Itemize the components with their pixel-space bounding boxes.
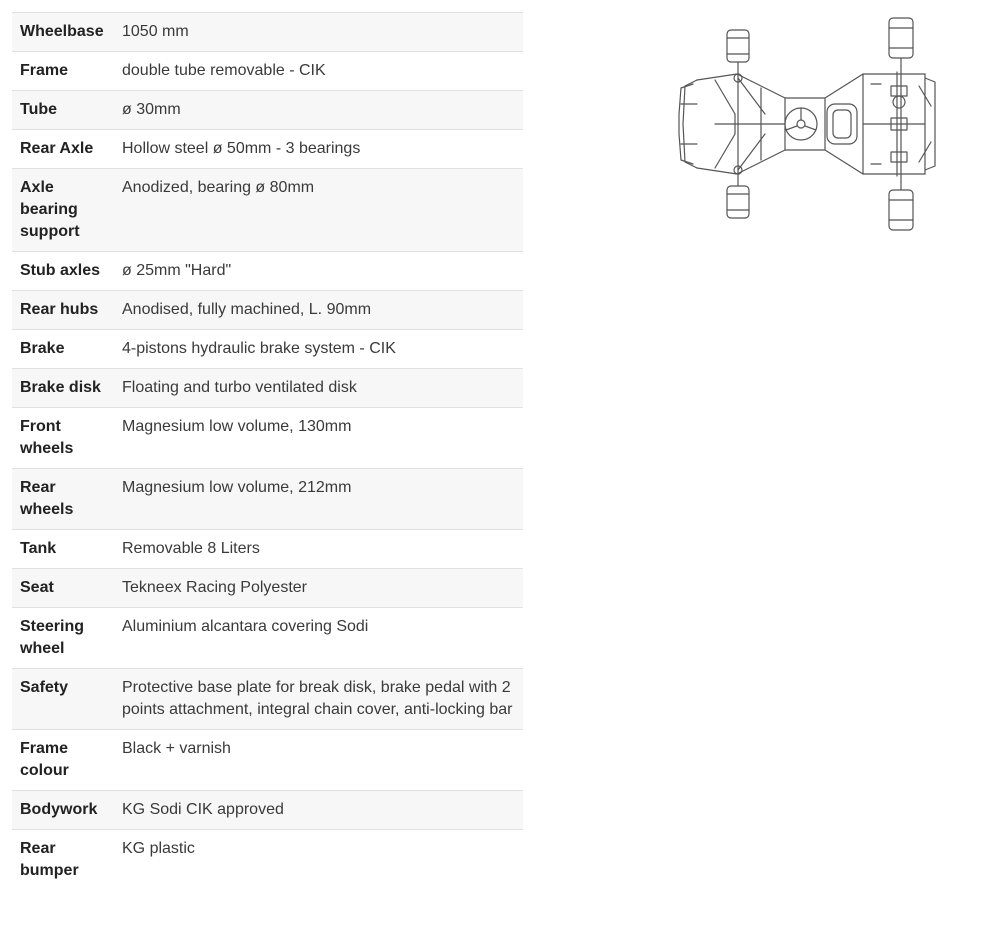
spec-value: ø 25mm "Hard" — [122, 262, 232, 279]
specifications-body — [12, 13, 523, 891]
spec-row-axle-bearing-support — [12, 169, 523, 252]
seat — [827, 104, 857, 144]
spec-row-safety — [12, 669, 523, 730]
spec-value: 1050 mm — [122, 23, 189, 40]
spec-label: Axle bearing support — [20, 179, 80, 240]
spec-row-brake-disk — [12, 369, 523, 408]
spec-value: Anodised, fully machined, L. 90mm — [122, 301, 372, 318]
spec-label: Front wheels — [20, 418, 74, 457]
spec-row-brake — [12, 330, 523, 369]
spec-label: Rear wheels — [20, 479, 74, 518]
spec-value: ø 30mm — [122, 101, 181, 118]
spec-label: Brake disk — [20, 379, 101, 396]
spec-label: Rear hubs — [20, 301, 99, 318]
spec-value: Protective base plate for break disk, brake pedal with 2 points attachment, integral chain cover, anti-locking bar — [122, 679, 513, 718]
spec-label: Tube — [20, 101, 58, 118]
spec-label: Rear bumper — [20, 840, 79, 879]
spec-label: Tank — [20, 540, 57, 557]
spec-row-seat — [12, 569, 523, 608]
spec-row-stub-axles — [12, 252, 523, 291]
spec-value: KG plastic — [122, 840, 195, 857]
spec-row-rear-axle — [12, 130, 523, 169]
front-bumper — [679, 80, 697, 168]
spec-row-tank — [12, 530, 523, 569]
spec-value: Black + varnish — [122, 740, 231, 757]
spec-value: double tube removable - CIK — [122, 62, 326, 79]
spec-label: Safety — [20, 679, 69, 696]
spec-label: Stub axles — [20, 262, 101, 279]
spec-label: Seat — [20, 579, 54, 596]
rear-right-wheel — [889, 176, 913, 230]
spec-row-wheelbase — [12, 13, 523, 52]
kart-chassis-top-view-icon — [675, 14, 937, 234]
spec-label: Steering wheel — [20, 618, 85, 657]
spec-row-rear-wheels — [12, 469, 523, 530]
spec-value: KG Sodi CIK approved — [122, 801, 284, 818]
spec-label: Frame colour — [20, 740, 69, 779]
kart-chassis-drawing — [675, 14, 937, 234]
spec-value: Anodized, bearing ø 80mm — [122, 179, 315, 196]
spec-label: Bodywork — [20, 801, 98, 818]
spec-label: Wheelbase — [20, 23, 104, 40]
spec-value: 4-pistons hydraulic brake system - CIK — [122, 340, 396, 357]
spec-row-frame — [12, 52, 523, 91]
spec-label: Brake — [20, 340, 65, 357]
spec-value: Floating and turbo ventilated disk — [122, 379, 357, 396]
spec-value: Hollow steel ø 50mm - 3 bearings — [122, 140, 361, 157]
spec-row-front-wheels — [12, 408, 523, 469]
spec-value: Aluminium alcantara covering Sodi — [122, 618, 369, 635]
spec-value: Tekneex Racing Polyester — [122, 579, 307, 596]
spec-label: Frame — [20, 62, 69, 79]
spec-label: Rear Axle — [20, 140, 94, 157]
spec-value: Removable 8 Liters — [122, 540, 260, 557]
spec-row-rear-hubs — [12, 291, 523, 330]
spec-row-frame-colour — [12, 730, 523, 791]
spec-row-bodywork — [12, 791, 523, 830]
specifications-table — [12, 12, 523, 890]
spec-value: Magnesium low volume, 212mm — [122, 479, 352, 496]
spec-row-rear-bumper — [12, 830, 523, 891]
spec-row-tube — [12, 91, 523, 130]
front-left-wheel — [727, 30, 749, 74]
spec-row-steering-wheel — [12, 608, 523, 669]
rear-left-wheel — [889, 18, 913, 72]
spec-value: Magnesium low volume, 130mm — [122, 418, 352, 435]
front-right-wheel — [727, 174, 749, 218]
steering-wheel — [785, 108, 817, 140]
